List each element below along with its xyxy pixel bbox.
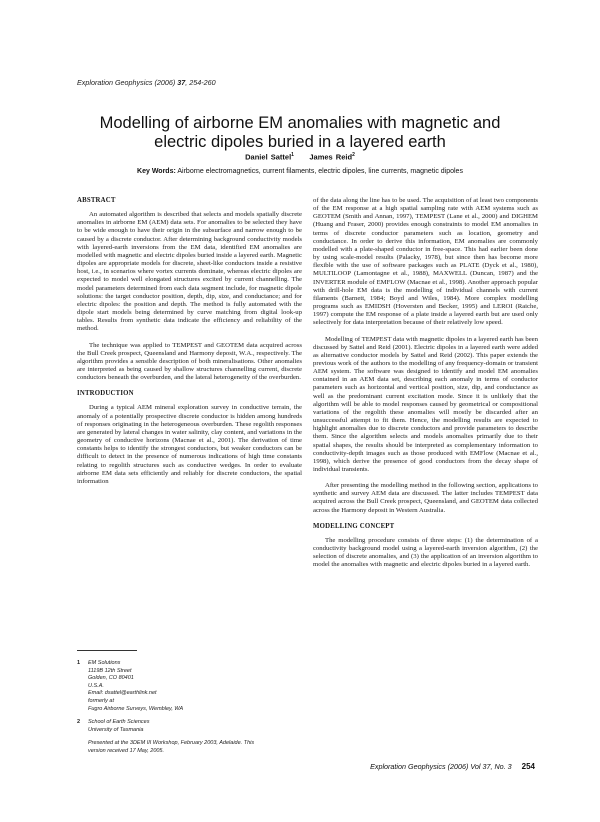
- introduction-paragraph-1: During a typical AEM mineral exploration survey in conductive terrain, the anomaly of a potentially prospective discrete conductor is hidden among hundreds of responses originating in the heterogeneous overburden. These regolith responses are generated by lateral changes in water salinity, clay content, and variations in the geometry of conductive horizons (Macnae et al., 2001). The derivation of time constants helps to identify the strongest conductors, but weaker conductors can be difficult to detect in the presence of numerous indications of high time constants relating to regolith structures such as conductive wedges. In order to evaluate airborne EM data sets efficiently and reliably for discrete conductors, the spatial information: [77, 404, 302, 485]
- title-line-2: electric dipoles buried in a layered earth: [154, 133, 446, 151]
- footer-journal: Exploration Geophysics (2006) Vol 37, No. 3: [370, 762, 512, 771]
- footnote-line: University of Tasmania: [88, 726, 144, 733]
- footnote-line: EM Solutions: [88, 660, 121, 666]
- keywords: [60, 168, 540, 175]
- author-affiliation-mark: 2: [352, 152, 355, 158]
- footnote-email[interactable]: Email: dsattel@earthlink.net: [88, 690, 157, 697]
- footnote-line: 1119B 12th Street: [88, 667, 132, 674]
- footnote-mark: 1: [77, 660, 81, 666]
- title-line-1: Modelling of airborne EM anomalies with magnetic and: [99, 114, 501, 132]
- body-paragraph-4: The modelling procedure consists of three steps: (1) the determination of a conductivity background model using a layered-earth inversion algorithm, (2) the selection of discrete anomalies, and (3) the application of an inversion algorithm to model the anomalies with magnetic and electric dipoles buried in a layered earth.: [313, 536, 538, 569]
- note-line: Presented at the 3DEM III Workshop, February 2003, Adelaide. This: [88, 740, 255, 747]
- abstract-paragraph-1: An automated algorithm is described that selects and models spatially discrete anomalies in airborne EM (AEM) data sets. For anomalies to be selected they have to be wide enough to have their origin in the subsurface and narrow enough to be caused by a discrete conductor. After determining background conductivity models with layered-earth inversions from the EM data, identified EM anomalies are modelled with magnetic and electric dipoles buried inside a layered earth. Magnetic dipoles are appropriate models for discrete, sheet-like conductors inside a resistive host, i.e., in scenarios where vortex currents dominate, whereas electric dipoles are expected to model well elongated structures excited by current channelling. The model parameters determined from each data segment include, for magnetic dipole solutions: the target conductor position, depth, dip, size, and conductance; and for electric dipoles: the position and depth. The method is fully automated with the dipole start models being determined by curve matching from digital look-up tables. Results from synthetic data indicate the efficiency and reliability of the method.: [77, 211, 302, 333]
- journal-name: Exploration Geophysics (2006): [77, 78, 176, 87]
- abstract-paragraph-2: The technique was applied to TEMPEST and GEOTEM data acquired across the Bull Creek prospect, Queensland and Harmony deposit, W.A., respectively. The algorithm provides a sensible description of both mineralisations. Other anomalies are interpreted as being caused by shallow structures channelling current, discrete conductors beneath the overburden, and the lateral heterogeneity of the overburden.: [77, 341, 302, 382]
- author-name: Daniel Sattel: [245, 152, 292, 162]
- footnote-line: Golden, CO 80401: [88, 675, 134, 682]
- footnote-mark: 2: [77, 719, 81, 726]
- introduction-heading: INTRODUCTION: [77, 390, 134, 398]
- right-column: [313, 197, 538, 570]
- page-number: 254: [521, 762, 535, 771]
- journal-header: [77, 78, 216, 87]
- page-footer: [345, 762, 535, 771]
- modelling-concept-heading: MODELLING CONCEPT: [313, 522, 395, 530]
- body-paragraph-3: After presenting the modelling method in the following section, applications to synthetic and survey AEM data are discussed. The latter includes TEMPEST data acquired across the Bull Creek prospect, Queensland, and GEOTEM data collected across the Harmony deposit in Western Australia.: [313, 482, 538, 514]
- paper-title: [60, 114, 540, 152]
- footnote-divider: [77, 650, 137, 651]
- footnote-line: formerly at: [88, 697, 114, 704]
- body-paragraph-2: Modelling of TEMPEST data with magnetic dipoles in a layered earth has been discussed by Sattel and Reid (2001). Electric dipoles in a layered earth were added as alternative conductor models by Sattel and Reid (2002). This paper extends the previous work of the authors to the modelling of any frequency-domain or transient AEM system. The software was designed to identify and model EM anomalies contained in an AEM data set, describing each anomaly in terms of conductor parameters such as horizontal and vertical position, size, dip, and conductance as well as the predominant current excitation mode. Since it is unlikely that the algorithm will be able to model responses caused by geometrical or compositional variations of the regolith these anomalies will mostly be discarded after an unsuccessful attempt to fit them. Hence, the modelling results are expected to highlight anomalies due to discrete conductors and provide parameters to describe them. Since the algorithm selects and models anomalies primarily due to their spatial shapes, the results should be interpreted as complementary information to conductivity-depth images such as those produced with EMFlow (Macnae et al., 1998), which derive the presence of good conductors from the decay shape of individual transients.: [313, 335, 538, 473]
- footnote-1: [77, 660, 302, 713]
- footnote-2: [77, 719, 302, 734]
- keywords-text: Airborne electromagnetics, current filaments, electric dipoles, line currents, magnetic dipoles: [175, 168, 463, 175]
- note-line: version received 17 May, 2005.: [88, 747, 165, 754]
- keywords-label: Key Words:: [137, 168, 176, 175]
- journal-pages: , 254-260: [185, 78, 216, 87]
- author-name: James Reid: [309, 152, 353, 162]
- body-paragraph-1: of the data along the line has to be used. The acquisition of at least two components of the EM response at a high spatial sampling rate with AEM systems such as GEOTEM (Smith and Annan, 1997), TEMPEST (Lane et al., 2000) and DIGHEM (Huang and Fraser, 2000) provides enough constraints to model EM anomalies in terms of discrete conductor parameters such as location, geometry and conductance. In order to derive this information, EM anomalies are commonly modelled with a plate-shaped conductor in free-space. This had earlier been done by using scale-model results (Palacky, 1978), but since then has become more flexible with the use of software packages such as PLATE (Dyck et al., 1980), MULTILOOP (Lamontagne et al., 1988), MAXWELL (Duncan, 1987) and the INVERTER module of EMFLOW (Macnae et al., 1998). Another approach popular with drill-hole EM data is the modelling of individual channels with current filaments (Barnett, 1984; Boyd and Wiles, 1984). More complex modelling programs such as EMIDSH (Hoversten and Becker, 1995) and LEROI (Raiche, 1997) compute the EM response of a plate inside a layered earth but are used only selectively for data interpretation because of their relatively low speed.: [313, 197, 538, 327]
- author-list: [60, 152, 540, 162]
- footnote-line: School of Earth Sciences: [88, 719, 150, 726]
- footnote-line: Fugro Airborne Surveys, Wembley, WA: [88, 705, 184, 712]
- presentation-note: [88, 740, 302, 755]
- footnote-line: U.S.A.: [88, 682, 104, 689]
- abstract-heading: ABSTRACT: [77, 197, 116, 204]
- author-affiliation-mark: 1: [291, 152, 294, 158]
- journal-volume: 37: [177, 78, 186, 87]
- left-column: [77, 197, 302, 486]
- footnotes: [77, 660, 302, 756]
